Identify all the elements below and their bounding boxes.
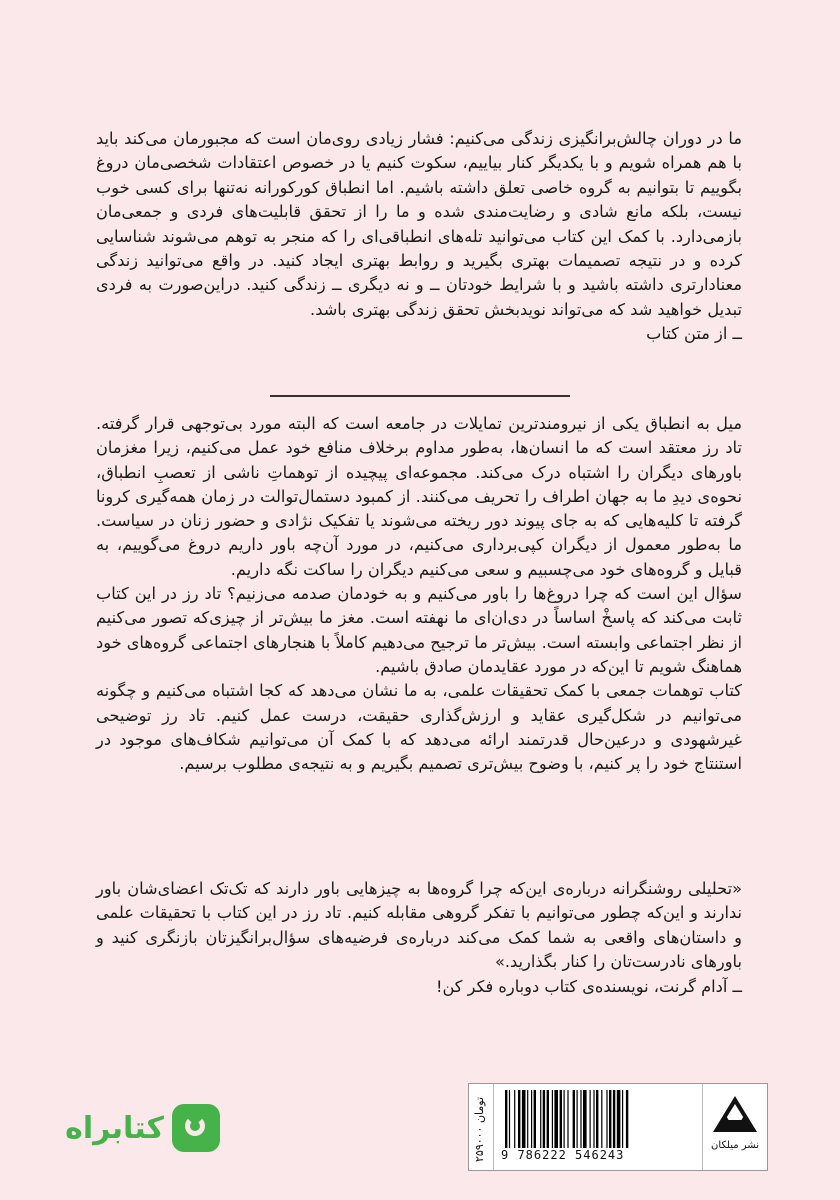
intro-paragraph: ما در دوران چالش‌برانگیزی زندگی می‌کنیم: فشار زیادی روی‌مان است که مجبورمان می‌کند باید با هم همراه شویم و با یکدیگر کنار بیاییم، سکوت کنیم یا در خصوص اعتقادات شخصی‌مان دروغ بگوییم تا بتوانیم به گروه خاصی تعلق داشته باشیم. اما انطباق کورکورانه نه‌تنها برای کسی خوب نیست، بلکه مانع شادی و رضایت‌مندی شده و ما را از تحقق قابلیت‌های فردی و جمعی‌مان بازمی‌دارد. با کمک این کتاب می‌توانید تله‌های انطباقی‌ای را که منجر به توهم می‌شوند شناسایی کرده و در نتیجه تصمیمات بهتری بگیرید و روابط بهتری ایجاد کنید. در واقع می‌توانید زندگی معنادارتری داشته باشید و با شرایط خودتان ــ و نه دیگری ــ زندگی کنید. دراین‌صورت به فردی تبدیل خواهید شد که می‌تواند نویدبخش تحقق زندگی بهتری باشد. xyxy=(96,129,742,319)
description-paragraph-1: میل به انطباق یکی از نیرومندترین تمایلات در جامعه است که البته مورد بی‌توجهی قرار گرفته. تاد رز معتقد است که ما انسان‌ها، به‌طور مداوم برخلاف منافع خود عمل می‌کنیم، زیرا مغزمان باورهای دیگران را اشتباه درک می‌کند. مجموعه‌ای پیچیده از توهماتِ ناشی از تعصبِ انطباق، نحوه‌ی دیدِ ما به جهان اطراف را تحریف می‌کنند. از کمبود دستمال‌توالت در زمان همه‌گیری کرونا گرفته تا کلیه‌هایی که به جای پیوند دور ریخته می‌شوند یا تفکیک نژادی و حضور زنان در سیاست. ما به‌طور معمول از دیگران کپی‌برداری می‌کنیم، در مورد آن‌چه باور داریم دروغ می‌گوییم، به قبایل و گروه‌های خود می‌چسبیم و سعی می‌کنیم دیگران را ساکت نگه داریم. xyxy=(96,414,742,579)
ketabrah-logo xyxy=(40,1098,220,1158)
publisher-name: نشر میلکان xyxy=(711,1140,759,1151)
price-strip xyxy=(469,1084,494,1170)
description-paragraph-2: سؤال این است که چرا دروغ‌ها را باور می‌کنیم و به خودمان صدمه می‌زنیم؟ تاد رز در این کتاب ثابت می‌کند که پاسخْ اساساً در دی‌ان‌ای ما نهفته است. مغز ما بیش‌تر از چیزی‌که تصور می‌کنیم از نظر اجتماعی وابسته است. بیش‌تر ما ترجیح می‌دهیم کاملاً با هنجارهای اجتماعی گروه‌های خود هماهنگ شویم تا این‌که در مورد عقایدمان صادق باشیم. xyxy=(96,584,742,676)
intro-blurb xyxy=(96,127,742,347)
quote-text: «تحلیلی روشنگرانه درباره‌ی این‌که چرا گروه‌ها به چیزهایی باور دارند که تک‌تک اعضای‌شان باور ندارند و این‌که چطور می‌توانیم با تفکر گروهی مقابله کنیم. تاد رز در این کتاب با تحقیقات علمی و داستان‌های واقعی به شما کمک می‌کند درباره‌ی فرضیه‌های سؤال‌برانگیزتان بازنگری کنید و باورهای نادرست‌تان را کنار بگذارید.» xyxy=(96,879,742,972)
description-paragraph-3: کتاب توهمات جمعی با کمک تحقیقات علمی، به ما نشان می‌دهد که کجا اشتباه می‌کنیم و چگونه می‌توانیم در شکل‌گیری عقاید و ارزش‌گذاری حقیقت، درست عمل کنیم. تاد رز توضیحی غیرشهودی و درعین‌حال قدرتمند ارائه می‌دهد که با کمک آن می‌توانیم شکاف‌های موجود در استنتاج خود را پر کنیم، با وضوح بیش‌تری تصمیم بگیریم و به نتیجه‌ی مطلوب برسیم. xyxy=(96,681,742,774)
barcode-panel xyxy=(468,1083,768,1171)
description xyxy=(96,412,742,776)
quote-attribution: ــ آدام گرنت، نویسنده‌ی کتاب دوباره فکر کن! xyxy=(436,976,742,996)
price-label: ۲۵۹۰۰۰ تومان xyxy=(473,1096,486,1162)
publisher-logo xyxy=(702,1084,767,1170)
section-divider xyxy=(270,395,570,397)
review-quote xyxy=(96,877,742,999)
isbn-number: 9 786222 546243 xyxy=(501,1148,625,1162)
ketabrah-logo-text: کتابراه xyxy=(65,1110,164,1146)
barcode-icon xyxy=(501,1090,691,1148)
intro-attribution: ــ از متن کتاب xyxy=(646,324,742,344)
mountain-icon xyxy=(711,1094,759,1134)
ketabrah-logo-icon xyxy=(172,1104,220,1152)
